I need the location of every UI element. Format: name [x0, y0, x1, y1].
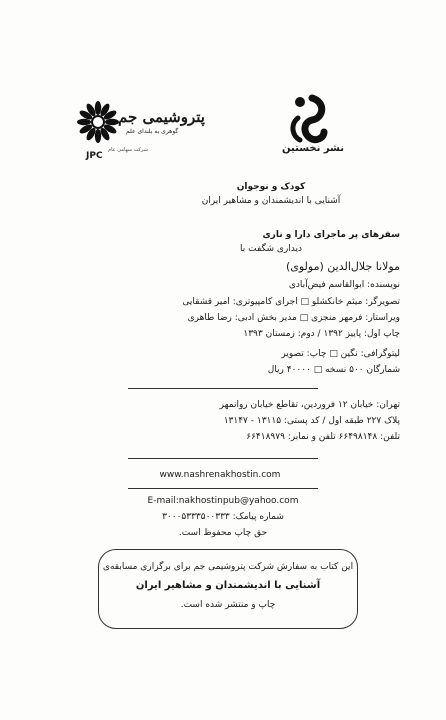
publisher-name: نشر نخستین	[282, 143, 344, 154]
divider	[128, 488, 318, 489]
author-line: نویسنده: ابوالقاسم فیض‌آبادی	[288, 280, 400, 290]
divider	[128, 458, 318, 459]
petrochem-logo-caption: شرکت سهامی عام	[108, 147, 148, 153]
address-line: پلاک ۲۲۷ طبقه اول / کد پستی: ۱۳۱۱۵ - ۱۳۱۴۷	[223, 416, 400, 426]
notice-line: این کتاب به سفارش شرکت پتروشیمی جم برای برگزاری مسابقه‌ی	[102, 562, 354, 572]
petrochem-logo-name: پتروشیمی جم	[118, 108, 205, 126]
notice-line: چاپ و منتشر شده است.	[180, 600, 276, 610]
jpc-logo-text: JPC	[86, 151, 103, 161]
copyright-notice: حق چاپ محفوظ است.	[178, 528, 268, 538]
book-title: مولانا جلال‌الدین (مولوی)	[285, 260, 400, 273]
series-title: سفرهای پر ماجرای دارا و ناری	[262, 230, 400, 240]
petrochem-logo-tagline: گوهری به بلندای علم	[126, 128, 179, 135]
sponsor-notice-box	[98, 549, 358, 629]
book-subtitle: دیداری شگفت با	[240, 244, 302, 254]
website-link[interactable]: www.nashrenakhostin.com	[159, 470, 281, 480]
credit-line: لیتوگرافی: نگین □ چاپ: تصویر	[281, 349, 400, 359]
divider	[128, 388, 318, 389]
notice-highlight: آشنایی با اندیشمندان و مشاهیر ایران	[135, 580, 321, 591]
sms-number: شماره پیامک: ۳۰۰۰۵۳۳۳۵۰۰۳۳۳	[162, 512, 284, 522]
credit-line: چاپ اول: پاییز ۱۳۹۲ / دوم: زمستان ۱۳۹۳	[243, 329, 400, 339]
credit-line: تصویرگر: میثم خانکشلو □ اجرای کامپیوتری: امیر قشقایی	[182, 297, 400, 307]
email-link[interactable]: E-mail:nakhostinpub@yahoo.com	[147, 496, 299, 506]
series-heading: کودک و نوجوان	[236, 182, 306, 192]
credit-line: شمارگان ۵۰۰ نسخه □ ۴۰۰۰۰ ریال	[267, 365, 400, 375]
subseries-heading: آشنایی با اندیشمندان و مشاهیر ایران	[201, 196, 341, 206]
credit-line: ویراستار: فرمهر منجزی □ مدیر بخش ادبی: رضا طاهری	[187, 313, 400, 323]
address-line: تلفن: ۶۶۴۹۸۱۴۸ تلفن و نمابر: ۶۶۴۱۸۹۷۹	[246, 432, 400, 442]
address-line: تهران: خیابان ۱۲ فروردین، تقاطع خیابان روانمهر	[219, 400, 400, 410]
